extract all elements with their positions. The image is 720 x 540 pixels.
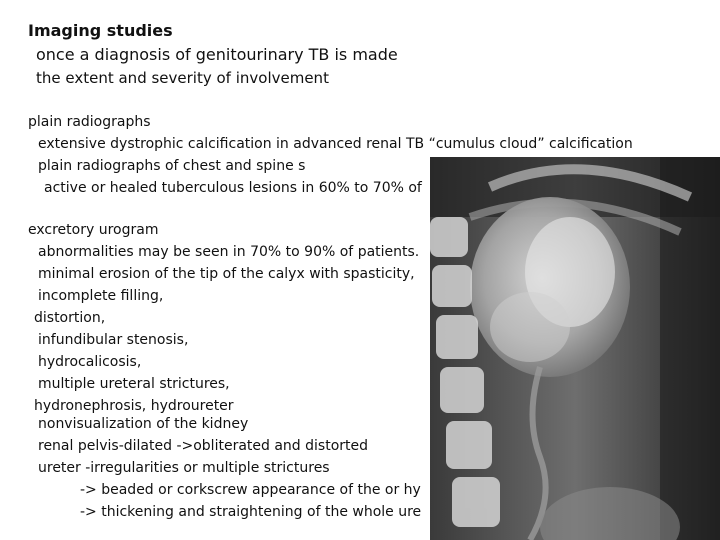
list-item: extensive dystrophic calcification in advanced renal TB “cumulus cloud” calcification <box>38 136 633 152</box>
slide-title: Imaging studies <box>28 21 173 40</box>
section-heading-plain: plain radiographs <box>28 114 151 130</box>
list-item: minimal erosion of the tip of the calyx with spasticity, <box>38 266 415 282</box>
list-item: abnormalities may be seen in 70% to 90% of patients. <box>38 244 420 260</box>
intro-line: the extent and severity of involvement <box>36 69 329 87</box>
list-item: hydronephrosis, hydroureter <box>34 398 234 414</box>
list-item: distortion, <box>34 310 106 326</box>
intro-line: once a diagnosis of genitourinary TB is made <box>36 45 398 64</box>
section-heading-urogram: excretory urogram <box>28 222 159 238</box>
xray-image <box>430 157 720 540</box>
list-item: incomplete filling, <box>38 288 164 304</box>
list-item: active or healed tuberculous lesions in 60% to 70% of <box>44 180 422 196</box>
list-item: infundibular stenosis, <box>38 332 189 348</box>
list-item: -> beaded or corkscrew appearance of the or hy <box>80 482 421 498</box>
list-item: renal pelvis-dilated ->obliterated and distorted <box>38 438 368 454</box>
list-item: plain radiographs of chest and spine s <box>38 158 306 174</box>
list-item: multiple ureteral strictures, <box>38 376 230 392</box>
list-item: nonvisualization of the kidney <box>38 416 249 432</box>
list-item: ureter -irregularities or multiple strictures <box>38 460 330 476</box>
list-item: hydrocalicosis, <box>38 354 142 370</box>
list-item: -> thickening and straightening of the whole ure <box>80 504 422 520</box>
